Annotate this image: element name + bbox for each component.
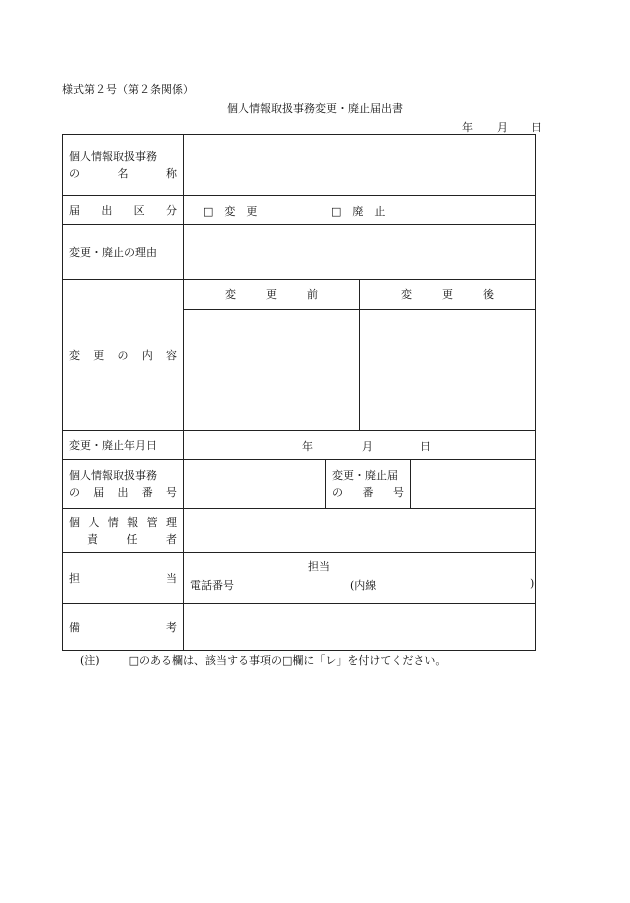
change-date-year: 年 bbox=[302, 440, 313, 453]
checkbox-change[interactable]: □ 変 更 bbox=[203, 205, 258, 218]
label-char: 備 bbox=[69, 620, 80, 634]
label-manager bbox=[63, 509, 184, 553]
label-char: 番 bbox=[141, 486, 153, 499]
label-char: 分 bbox=[165, 203, 177, 217]
label-char: 内 bbox=[141, 348, 153, 362]
change-contents-inner-table bbox=[184, 280, 535, 430]
label-change-date: 変更・廃止年月日 bbox=[63, 431, 184, 460]
label-char: の bbox=[332, 486, 343, 499]
change-contents-area bbox=[184, 280, 536, 431]
row-manager bbox=[63, 509, 536, 553]
label-char: 個 bbox=[69, 515, 80, 529]
label-char: 情 bbox=[107, 515, 119, 529]
row-contact bbox=[63, 553, 536, 604]
label-contact bbox=[63, 553, 184, 604]
document-title: 個人情報取扱事務変更・廃止届出書 bbox=[227, 102, 403, 115]
row-change-date bbox=[63, 431, 536, 460]
field-change-date[interactable] bbox=[184, 431, 536, 460]
registration-area bbox=[184, 460, 536, 509]
form-number: 様式第２号（第２条関係） bbox=[62, 83, 194, 96]
checkbox-abolish[interactable]: □ 廃 止 bbox=[331, 205, 386, 218]
label-char: 後 bbox=[483, 288, 494, 302]
label-notice-type bbox=[63, 196, 184, 225]
label-char: 更 bbox=[93, 348, 105, 362]
label-office-name-line1: 個人情報取扱事務 bbox=[69, 150, 157, 163]
footnote bbox=[80, 652, 446, 668]
label-char: 区 bbox=[133, 203, 145, 217]
label-char: の bbox=[69, 486, 80, 499]
label-char: 変 bbox=[225, 288, 236, 302]
label-char: 番 bbox=[362, 486, 374, 499]
label-char: 者 bbox=[166, 532, 177, 546]
label-char: 考 bbox=[166, 620, 177, 634]
notification-form-table bbox=[62, 134, 536, 651]
extension-label: (内線 bbox=[350, 579, 377, 592]
label-char: 人 bbox=[88, 515, 100, 529]
row-registration-number bbox=[63, 460, 536, 509]
field-notice-type bbox=[184, 196, 536, 225]
label-char: の bbox=[69, 167, 80, 180]
label-line: 変更・廃止届 bbox=[332, 469, 398, 482]
label-char: 届 bbox=[93, 486, 105, 499]
label-office-name bbox=[63, 135, 184, 196]
contact-person-label: 担当 bbox=[308, 560, 330, 573]
field-before-change[interactable] bbox=[184, 309, 360, 430]
row-reason bbox=[63, 225, 536, 280]
label-char: 更 bbox=[266, 288, 277, 302]
row-remarks bbox=[63, 604, 536, 651]
label-change-contents bbox=[63, 280, 184, 431]
label-char: 前 bbox=[307, 288, 318, 302]
label-char: 担 bbox=[69, 571, 80, 585]
label-char: 称 bbox=[166, 167, 177, 180]
field-office-name[interactable] bbox=[184, 135, 536, 196]
label-char: の bbox=[117, 348, 129, 362]
field-remarks[interactable] bbox=[184, 604, 536, 651]
change-date-month: 月 bbox=[362, 440, 373, 453]
label-line: 個人情報取扱事務 bbox=[69, 469, 157, 482]
label-char: 更 bbox=[442, 288, 453, 302]
row-notice-type bbox=[63, 196, 536, 225]
label-abolition-number bbox=[326, 460, 411, 508]
label-char: 責 bbox=[87, 532, 98, 546]
label-char: 変 bbox=[401, 288, 412, 302]
header-date-day: 日 bbox=[531, 121, 542, 134]
footnote-prefix: (注) bbox=[80, 654, 100, 667]
label-char: 任 bbox=[126, 532, 138, 546]
field-contact[interactable] bbox=[184, 553, 536, 604]
header-after-change bbox=[360, 280, 536, 309]
extension-close: ) bbox=[530, 577, 535, 590]
row-change-contents bbox=[63, 280, 536, 431]
label-char: 出 bbox=[101, 203, 113, 217]
label-char: 号 bbox=[166, 486, 177, 499]
header-date-year: 年 bbox=[462, 121, 473, 134]
label-char: 届 bbox=[69, 203, 80, 217]
header-date-month: 月 bbox=[497, 121, 508, 134]
row-office-name bbox=[63, 135, 536, 196]
label-remarks bbox=[63, 604, 184, 651]
label-office-name-line2 bbox=[69, 165, 177, 182]
field-registration-number[interactable] bbox=[184, 460, 326, 508]
change-date-day: 日 bbox=[420, 440, 431, 453]
footnote-text: □のある欄は、該当する事項の□欄に「レ」を付けてください。 bbox=[128, 654, 447, 667]
label-registration-number bbox=[63, 460, 184, 509]
phone-number-label: 電話番号 bbox=[190, 579, 234, 592]
label-char: 管 bbox=[146, 515, 158, 529]
registration-inner-table bbox=[184, 460, 535, 508]
label-reason: 変更・廃止の理由 bbox=[63, 225, 184, 280]
field-reason[interactable] bbox=[184, 225, 536, 280]
label-char: 容 bbox=[166, 348, 177, 362]
label-char: 名 bbox=[117, 167, 129, 180]
label-char: 出 bbox=[117, 486, 129, 499]
field-abolition-number[interactable] bbox=[411, 460, 536, 508]
label-char: 変 bbox=[69, 348, 80, 362]
label-char: 当 bbox=[166, 571, 177, 585]
field-manager[interactable] bbox=[184, 509, 536, 553]
header-before-change bbox=[184, 280, 360, 309]
label-char: 報 bbox=[127, 515, 139, 529]
label-char: 理 bbox=[165, 515, 177, 529]
field-after-change[interactable] bbox=[360, 309, 536, 430]
label-char: 号 bbox=[393, 486, 404, 499]
